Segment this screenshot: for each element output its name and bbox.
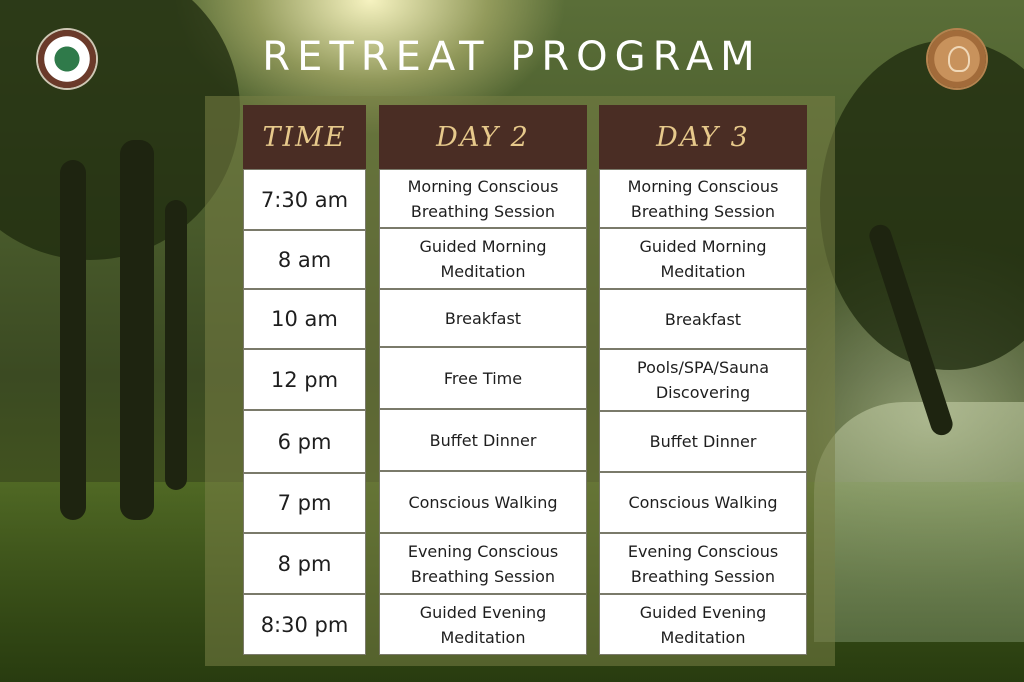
activity-cell: Evening Conscious Breathing Session: [599, 533, 807, 594]
activity-cell: Morning Conscious Breathing Session: [379, 169, 587, 228]
column-header-day3: DAY 3: [599, 105, 807, 169]
column-header-day2: DAY 2: [379, 105, 587, 169]
tree-trunk-2: [120, 140, 154, 520]
activity-cell: Conscious Walking: [599, 472, 807, 533]
activity-cell: Evening Conscious Breathing Session: [379, 533, 587, 594]
activity-cell: Guided Evening Meditation: [599, 594, 807, 655]
time-cell: 8:30 pm: [243, 594, 366, 655]
column-header-time: TIME: [243, 105, 366, 169]
day3-column: [599, 105, 807, 655]
day2-cells: [379, 169, 587, 655]
activity-cell: Conscious Walking: [379, 471, 587, 533]
activity-cell: Buffet Dinner: [379, 409, 587, 471]
activity-cell: Guided Morning Meditation: [379, 228, 587, 289]
time-cell: 7:30 am: [243, 169, 366, 230]
time-column: [243, 105, 366, 655]
day3-cells: [599, 169, 807, 655]
activity-cell: Guided Evening Meditation: [379, 594, 587, 655]
time-cell: 12 pm: [243, 349, 366, 410]
time-cells: [243, 169, 366, 655]
time-cell: 10 am: [243, 289, 366, 349]
activity-cell: Breakfast: [599, 289, 807, 349]
time-cell: 8 pm: [243, 533, 366, 594]
tree-trunk-3: [165, 200, 187, 490]
activity-cell: Morning Conscious Breathing Session: [599, 169, 807, 228]
tree-canopy-right: [820, 40, 1024, 370]
tree-trunk-1: [60, 160, 86, 520]
time-cell: 8 am: [243, 230, 366, 289]
time-cell: 7 pm: [243, 473, 366, 533]
activity-cell: Breakfast: [379, 289, 587, 347]
activity-cell: Pools/SPA/Sauna Discovering: [599, 349, 807, 411]
day2-column: [379, 105, 587, 655]
page-title: RETREAT PROGRAM: [262, 34, 762, 80]
activity-cell: Guided Morning Meditation: [599, 228, 807, 289]
activity-cell: Buffet Dinner: [599, 411, 807, 472]
time-cell: 6 pm: [243, 410, 366, 473]
activity-cell: Free Time: [379, 347, 587, 409]
lake-water: [814, 402, 1024, 642]
